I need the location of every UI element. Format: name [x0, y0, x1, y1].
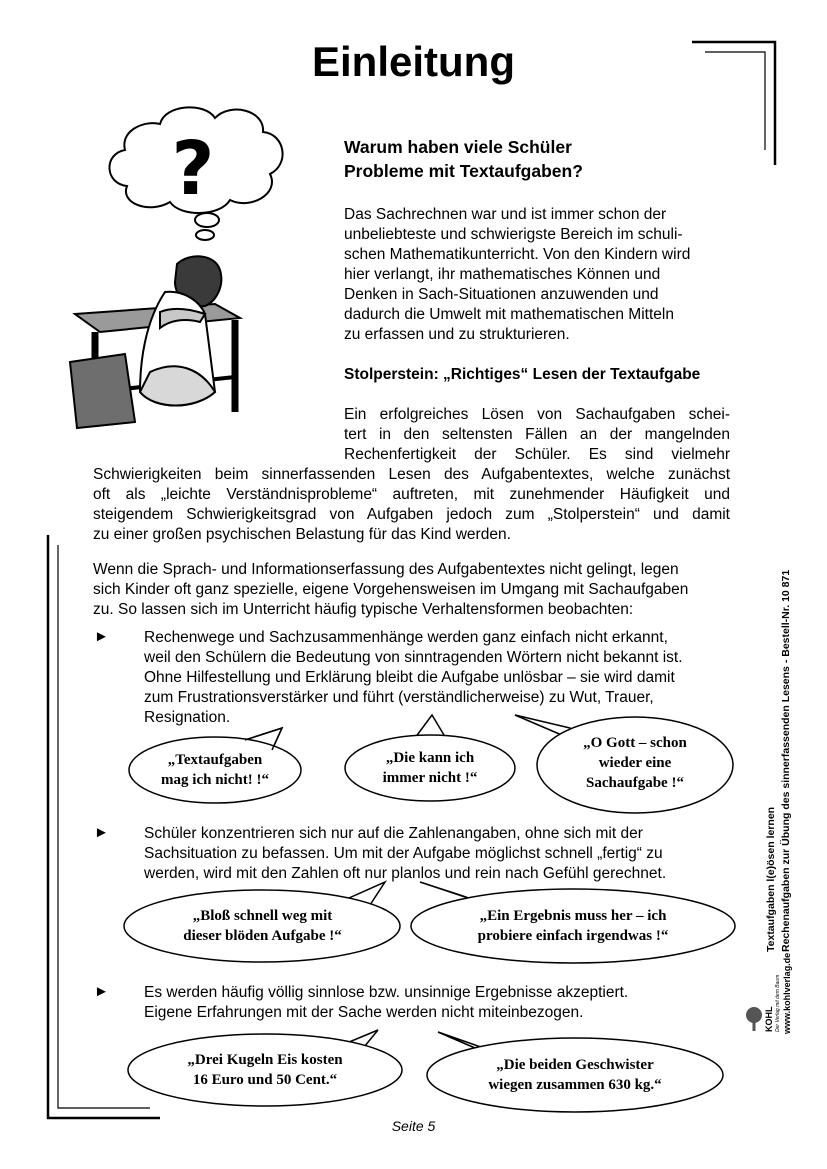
speech-bubble-5	[412, 906, 734, 946]
text-line: Denken in Sach-Situationen anzuwenden und	[344, 286, 659, 303]
text-line: zum Frustrationsverstärker und führt (verständlicherweise) zu Wut, Trauer,	[144, 689, 654, 706]
text-line: Es werden häufig völlig sinnlose bzw. unsinnige Ergebnisse akzeptiert.	[144, 984, 629, 1001]
tree-logo-icon	[744, 1006, 764, 1032]
text-line: Sachsituation zu befassen. Um mit der Aufgabe möglichst schnell „fertig“ zu	[144, 845, 663, 862]
text-line: Ohne Hilfestellung und Erklärung bleibt die Aufgabe unlösbar – sie wird damit	[144, 669, 675, 686]
speech-bubble-4	[125, 906, 400, 946]
bubble-line: 16 Euro und 50 Cent.“	[192, 1072, 338, 1088]
text-line: steigendem Schwierigkeitsgrad von Aufgaben jedoch zum „Stolperstein“ und damit	[93, 506, 730, 523]
bubble-line: probiere einfach irgendwas !“	[477, 928, 669, 944]
text-line: zu einer großen psychischen Belastung für das Kind werden.	[93, 526, 511, 543]
page-title: Einleitung	[312, 38, 515, 85]
bubble-line: „Die beiden Geschwister	[496, 1057, 654, 1073]
bubble-line: „Bloß schnell weg mit	[192, 908, 333, 924]
heading-line: Probleme mit Textaufgaben?	[344, 161, 583, 181]
speech-bubble-1	[130, 750, 300, 790]
text-line: weil den Schülern die Bedeutung von sinntragenden Wörtern nicht bekannt ist.	[144, 649, 683, 666]
text-line: Resignation.	[144, 709, 231, 726]
bubble-line: immer nicht !“	[382, 770, 478, 786]
text-line: Das Sachrechnen war und ist immer schon der	[344, 206, 667, 223]
text-line: Rechenwege und Sachzusammenhänge werden ganz einfach nicht erkannt,	[144, 629, 668, 646]
text-line: oft als „leichte Verständnisprobleme“ auftreten, mit zunehmender Häufigkeit und	[93, 486, 730, 503]
text-line: Schwierigkeiten beim sinnerfassenden Lesen des Aufgabentextes, welche zunächst	[93, 466, 730, 483]
bullet-arrow-icon: ►	[94, 628, 109, 645]
publisher-tagline: Der Verlag mit dem Baum	[775, 974, 781, 1032]
text-line: Schüler konzentrieren sich nur auf die Zahlenangaben, ohne sich mit der	[144, 825, 643, 842]
text-line: dadurch die Umwelt mit mathematischen Mitteln	[344, 306, 674, 323]
bullet-item-2	[144, 824, 734, 884]
text-line: sich Kinder oft ganz spezielle, eigene Vorgehensweisen im Umgang mit Sachaufgaben	[93, 581, 689, 598]
bullet-arrow-icon: ►	[94, 983, 109, 1000]
bubble-line: „Textaufgaben	[167, 752, 263, 768]
speech-bubble-7	[427, 1055, 723, 1095]
heading-line: Warum haben viele Schüler	[344, 137, 572, 157]
bullet-item-3	[144, 983, 734, 1023]
speech-bubble-6	[128, 1050, 402, 1090]
text-line: Eigene Erfahrungen mit der Sache werden nicht miteinbezogen.	[144, 1004, 584, 1021]
bubble-line: wieder eine	[598, 755, 672, 771]
bubble-line: „Drei Kugeln Eis kosten	[187, 1052, 343, 1068]
text-line: schen Mathematikunterricht. Von den Kindern wird	[344, 246, 691, 263]
sidebar-subtitle: Rechenaufgaben zur Übung des sinnerfassenden Lesens - Bestell-Nr. 10 871	[780, 569, 792, 952]
bubble-line: „Die kann ich	[385, 750, 475, 766]
page-number: Seite 5	[391, 1118, 436, 1134]
text-line: Ein erfolgreiches Lösen von Sachaufgaben schei-	[344, 406, 730, 423]
text-line: zu. So lassen sich im Unterricht häufig typische Verhaltensformen beobachten:	[93, 601, 634, 618]
bubble-line: wiegen zusammen 630 kg.“	[488, 1077, 662, 1093]
bubble-line: Sachaufgabe !“	[586, 775, 684, 791]
bubble-line: „O Gott – schon	[583, 735, 687, 751]
text-line: werden, wird mit den Zahlen oft nur planlos und rein nach Gefühl gerechnet.	[144, 865, 667, 882]
text-line: tert in den seltensten Fällen an der mangelnden	[344, 426, 730, 443]
question-mark-icon: ?	[171, 126, 215, 212]
bubble-line: mag ich nicht! !“	[161, 772, 269, 788]
sidebar-title: Textaufgaben l(e)ösen lernen	[765, 806, 777, 952]
bullet-arrow-icon: ►	[94, 824, 109, 841]
speech-bubble-3	[540, 733, 730, 793]
text-line: Rechenfertigkeit der Schüler. Es sind vielmehr	[344, 446, 730, 463]
publisher-url: www.kohlverlag.de	[782, 952, 792, 1034]
subheading: Stolperstein: „Richtiges“ Lesen der Textaufgabe	[344, 366, 701, 383]
publisher-name: KOHL	[764, 1006, 774, 1032]
bubble-line: dieser blöden Aufgabe !“	[183, 928, 342, 944]
text-line: zu erfassen und zu strukturieren.	[344, 326, 570, 343]
bubble-line: „Ein Ergebnis muss her – ich	[479, 908, 667, 924]
text-line: hier verlangt, ihr mathematisches Können und	[344, 266, 661, 283]
speech-bubble-2	[346, 748, 514, 788]
text-line: Wenn die Sprach- und Informationserfassung des Aufgabentextes nicht gelingt, legen	[93, 561, 679, 578]
text-line: unbeliebteste und schwierigste Bereich im schuli-	[344, 226, 683, 243]
